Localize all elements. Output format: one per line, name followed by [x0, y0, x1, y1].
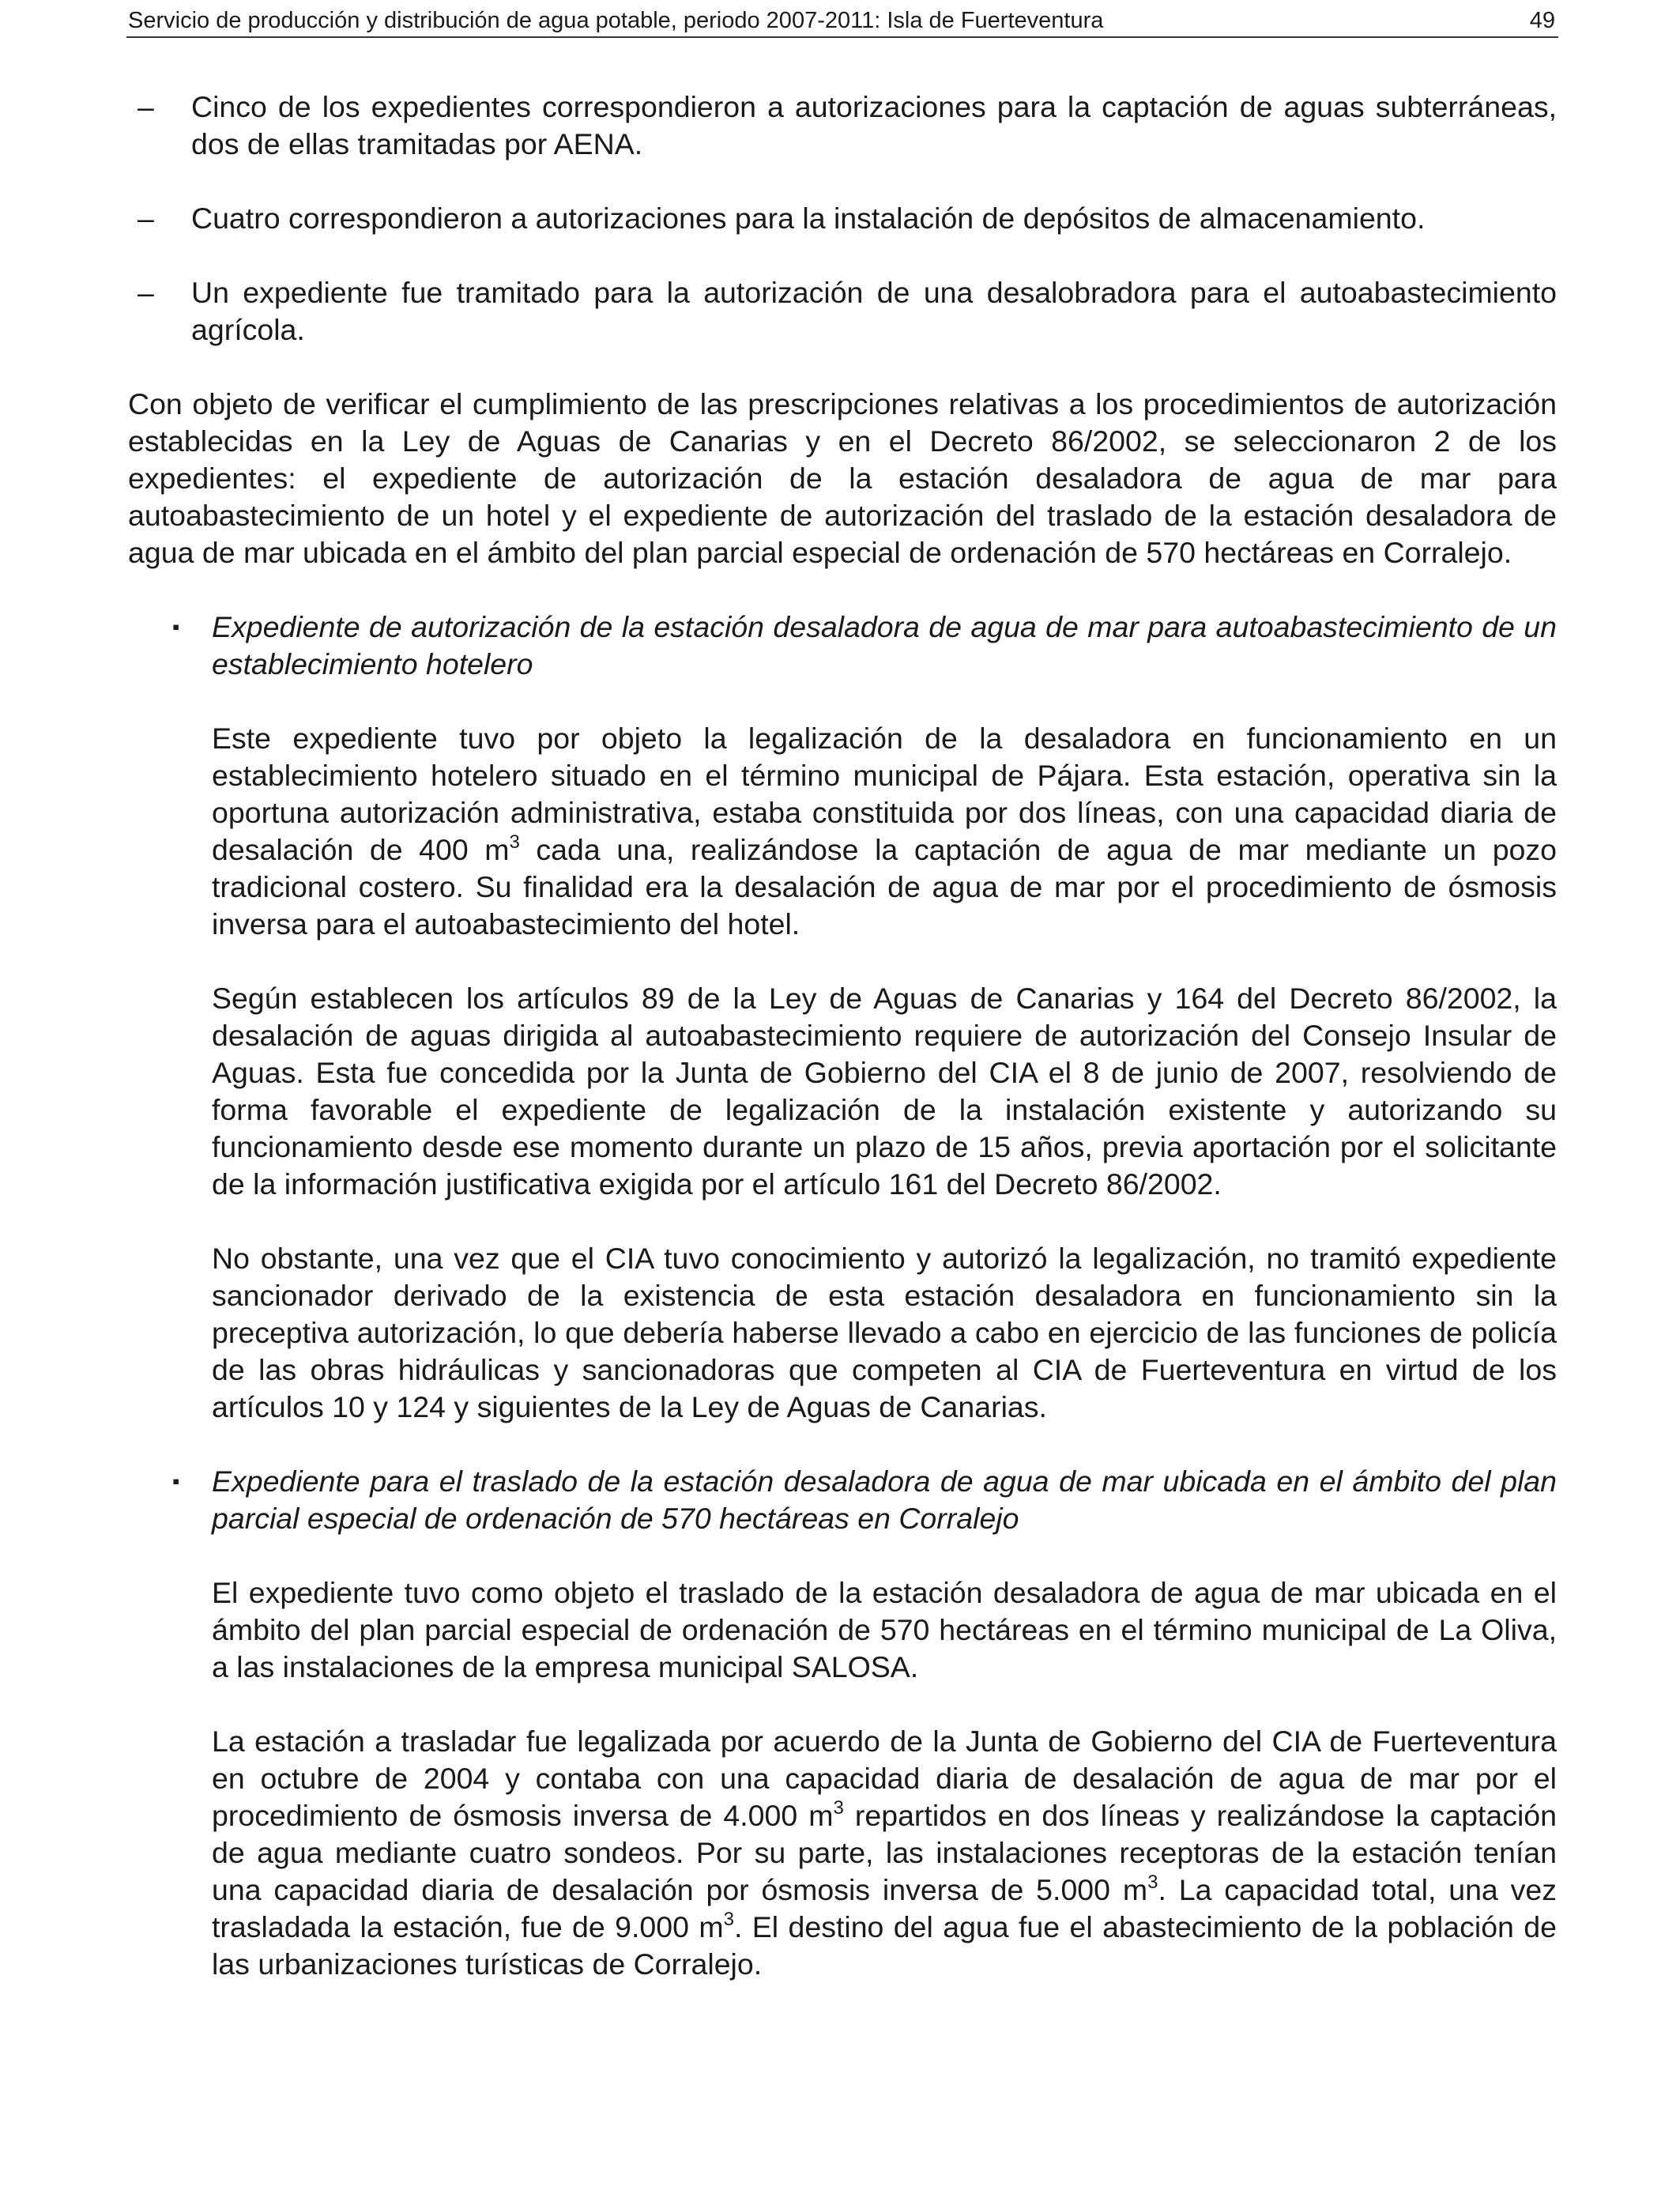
superscript: 3: [833, 1797, 844, 1819]
text-run: Este expediente tuvo por objeto la legalización de la desaladora en funcionamiento en un establecimiento hotelero situado en el término municipal de Pájara. Esta estación, operativa sin la oportuna autorización administrativa, estaba constituida por dos líneas, con una capacidad diaria de desalación de 400 m: [212, 722, 1557, 866]
superscript: 3: [723, 1909, 734, 1930]
text-run: La estación a trasladar fue legalizada por acuerdo de la Junta de Gobierno del CIA de Fuerteventura en octubre de 2004 y contaba con una capacidad diaria de desalación de agua de mar por el procedimiento de ósmosis inversa de 4.000 m: [212, 1725, 1557, 1832]
document-body: [128, 89, 1557, 2020]
section-paragraph: [212, 1723, 1557, 1983]
section-paragraph: [212, 720, 1557, 943]
section-paragraph: El expediente tuvo como objeto el traslado de la estación desaladora de agua de mar ubicada en el ámbito del plan parcial especial de ordenación de 570 hectáreas en el término municipal de La Oliva, a las instalaciones de la empresa municipal SALOSA.: [212, 1576, 1557, 1683]
superscript: 3: [1147, 1872, 1158, 1893]
intro-paragraph: Con objeto de verificar el cumplimiento de las prescripciones relativas a los procedimientos de autorización establecidas en la Ley de Aguas de Canarias y en el Decreto 86/2002, se seleccionaron 2 de los expedientes: el expediente de autorización de la estación desaladora de agua de mar para autoabastecimiento de un hotel y el expediente de autorización del traslado de la estación desaladora de agua de mar ubicada en el ámbito del plan parcial especial de ordenación de 570 hectáreas en Corralejo.: [128, 387, 1557, 569]
dash-bullet-icon: –: [137, 202, 154, 235]
square-bullet-icon: ▪: [172, 1469, 180, 1493]
running-title: Servicio de producción y distribución de agua potable, periodo 2007-2011: Isla de Fuerteventura: [128, 8, 1104, 33]
page-number: 49: [1529, 8, 1555, 33]
text-run: . El destino del agua fue el abastecimiento de la población de las urbanizaciones turísticas de Corralejo.: [212, 1910, 1557, 1981]
section-hotel-desalination: [128, 609, 1557, 1426]
section-corralejo-transfer: [128, 1463, 1557, 1983]
dash-bullet-icon: –: [137, 276, 154, 309]
dash-item-text: Un expediente fue tramitado para la autorización de una desalobradora para el autoabastecimiento agrícola.: [191, 276, 1557, 346]
superscript: 3: [509, 831, 520, 853]
section-paragraph: Según establecen los artículos 89 de la Ley de Aguas de Canarias y 164 del Decreto 86/2002, la desalación de aguas dirigida al autoabastecimiento requiere de autorización del Consejo Insular de Aguas. Esta fue concedida por la Junta de Gobierno del CIA el 8 de junio de 2007, resolviendo de forma favorable el expediente de legalización de la instalación existente y autorizando su funcionamiento desde ese momento durante un plazo de 15 años, previa aportación por el solicitante de la información justificativa exigida por el artículo 161 del Decreto 86/2002.: [212, 982, 1557, 1201]
dash-list-item: [128, 274, 1557, 349]
dash-list-item: [128, 89, 1557, 163]
dash-item-text: Cuatro correspondieron a autorizaciones para la instalación de depósitos de almacenamiento.: [191, 202, 1426, 235]
section-title: Expediente de autorización de la estación desaladora de agua de mar para autoabastecimiento de un establecimiento hotelero: [212, 610, 1557, 680]
text-run: repartidos en dos líneas y realizándose la captación de agua mediante cuatro sondeos. Por su parte, las instalaciones receptoras de la estación tenían una capacidad diaria de desalación por ósmosis inversa de 5.000 m: [212, 1799, 1557, 1906]
dash-bullet-icon: –: [137, 90, 154, 123]
square-bullet-icon: ▪: [172, 615, 180, 639]
dash-item-text: Cinco de los expedientes correspondieron a autorizaciones para la captación de aguas subterráneas, dos de ellas tramitadas por AENA.: [191, 90, 1557, 160]
section-title: Expediente para el traslado de la estación desaladora de agua de mar ubicada en el ámbito del plan parcial especial de ordenación de 570 hectáreas en Corralejo: [212, 1465, 1557, 1535]
page-header: [126, 6, 1558, 38]
dash-list-item: [128, 200, 1557, 237]
text-run: . La capacidad total, una vez trasladada la estación, fue de 9.000 m: [212, 1873, 1557, 1943]
section-paragraph: No obstante, una vez que el CIA tuvo conocimiento y autorizó la legalización, no tramitó expediente sancionador derivado de la existencia de esta estación desaladora en funcionamiento sin la preceptiva autorización, lo que debería haberse llevado a cabo en ejercicio de las funciones de policía de las obras hidráulicas y sancionadoras que competen al CIA de Fuerteventura en virtud de los artículos 10 y 124 y siguientes de la Ley de Aguas de Canarias.: [212, 1242, 1557, 1423]
text-run: cada una, realizándose la captación de agua de mar mediante un pozo tradicional costero. Su finalidad era la desalación de agua de mar por el procedimiento de ósmosis inversa para el autoabastecimiento del hotel.: [212, 833, 1558, 941]
